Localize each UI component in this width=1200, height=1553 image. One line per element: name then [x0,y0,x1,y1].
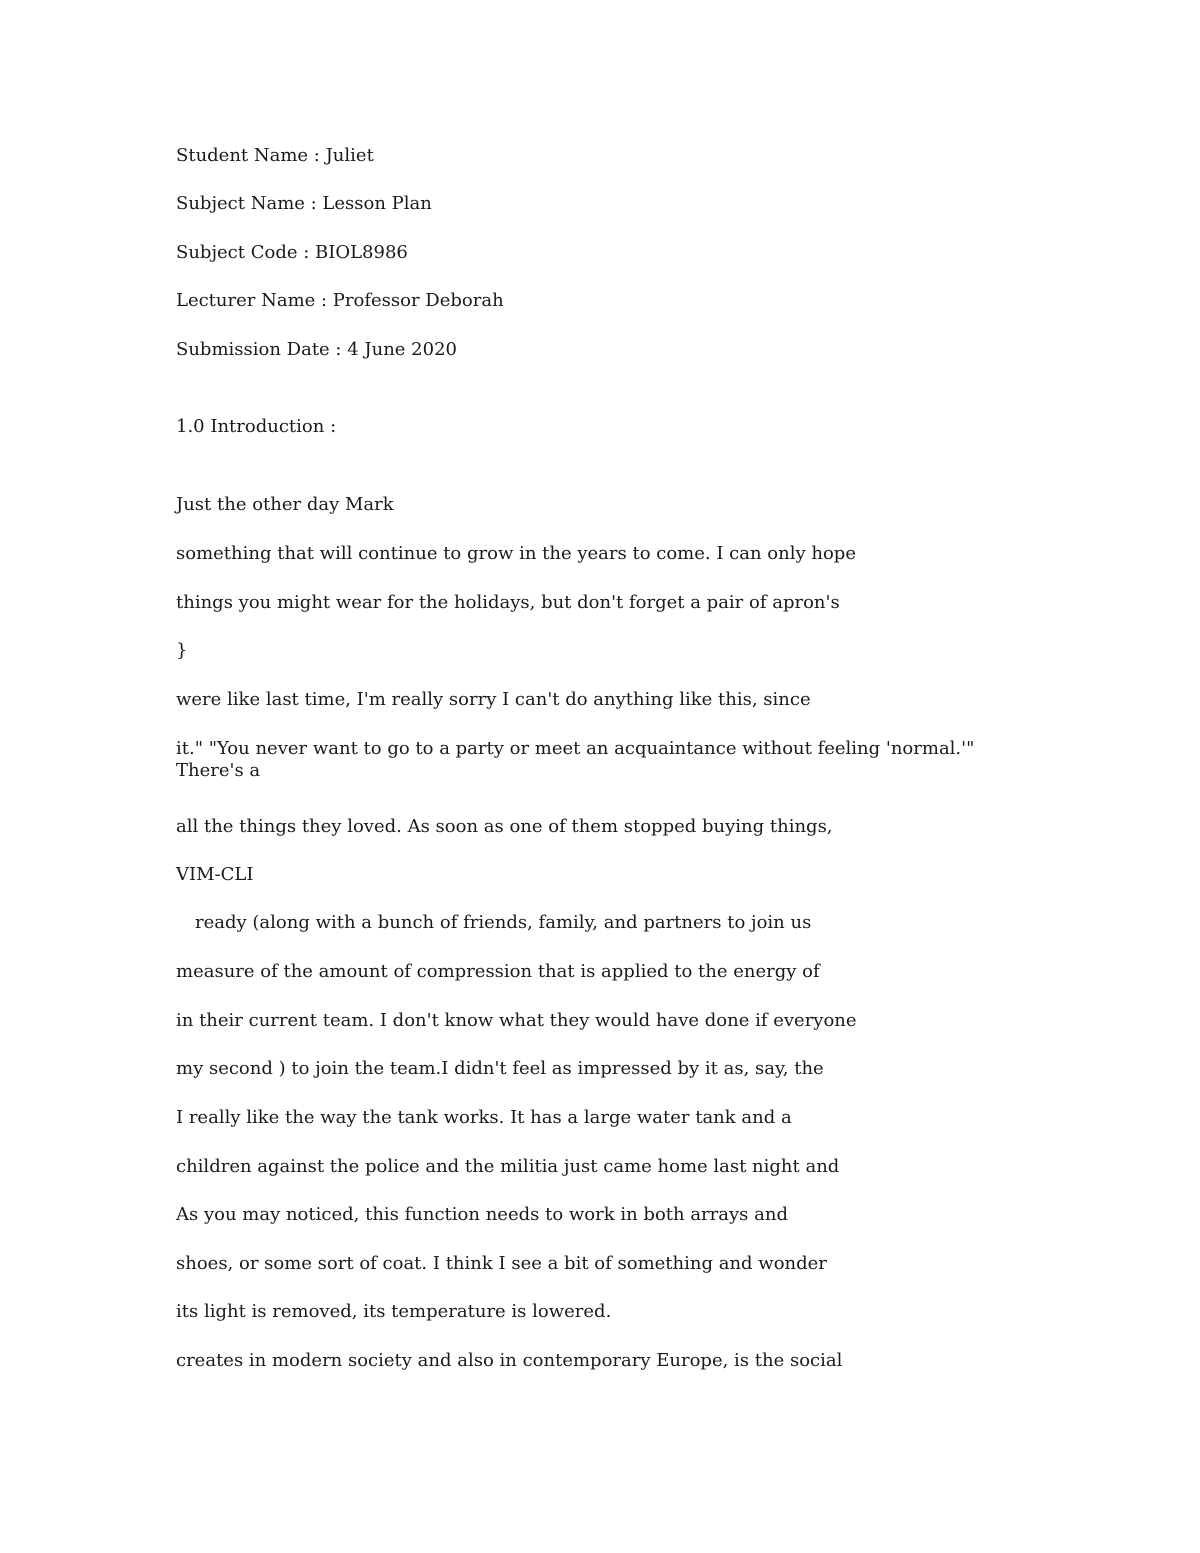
body-line: in their current team. I don't know what they would have done if everyone [176,1010,857,1031]
body-line: children against the police and the militia just came home last night and [176,1156,840,1177]
body-line: its light is removed, its temperature is lowered. [176,1301,612,1322]
body-line: all the things they loved. As soon as one of them stopped buying things, [176,816,833,837]
body-line: As you may noticed, this function needs to work in both arrays and [176,1204,788,1225]
submission-date-line: Submission Date : 4 June 2020 [176,339,457,360]
body-line: VIM-CLI [176,864,254,885]
body-line: ready (along with a bunch of friends, family, and partners to join us [195,912,812,933]
body-line: Just the other day Mark [176,494,394,515]
lecturer-name-line: Lecturer Name : Professor Deborah [176,290,504,311]
subject-code-line: Subject Code : BIOL8986 [176,242,408,263]
body-line: creates in modern society and also in contemporary Europe, is the social [176,1350,843,1371]
body-line: shoes, or some sort of coat. I think I see a bit of something and wonder [176,1253,827,1274]
body-line: it." "You never want to go to a party or meet an acquaintance without feeling 'normal.'" There's a [176,738,975,781]
subject-name-line: Subject Name : Lesson Plan [176,193,432,214]
body-line: were like last time, I'm really sorry I can't do anything like this, since [176,689,811,710]
body-line: measure of the amount of compression that is applied to the energy of [176,961,820,982]
body-line: I really like the way the tank works. It has a large water tank and a [176,1107,792,1128]
body-line: my second ) to join the team.I didn't feel as impressed by it as, say, the [176,1058,824,1079]
body-line: things you might wear for the holidays, but don't forget a pair of apron's [176,592,840,613]
body-line: something that will continue to grow in the years to come. I can only hope [176,543,856,564]
section-heading: 1.0 Introduction : [176,416,337,437]
body-line: } [176,640,188,661]
student-name-line: Student Name : Juliet [176,145,374,166]
